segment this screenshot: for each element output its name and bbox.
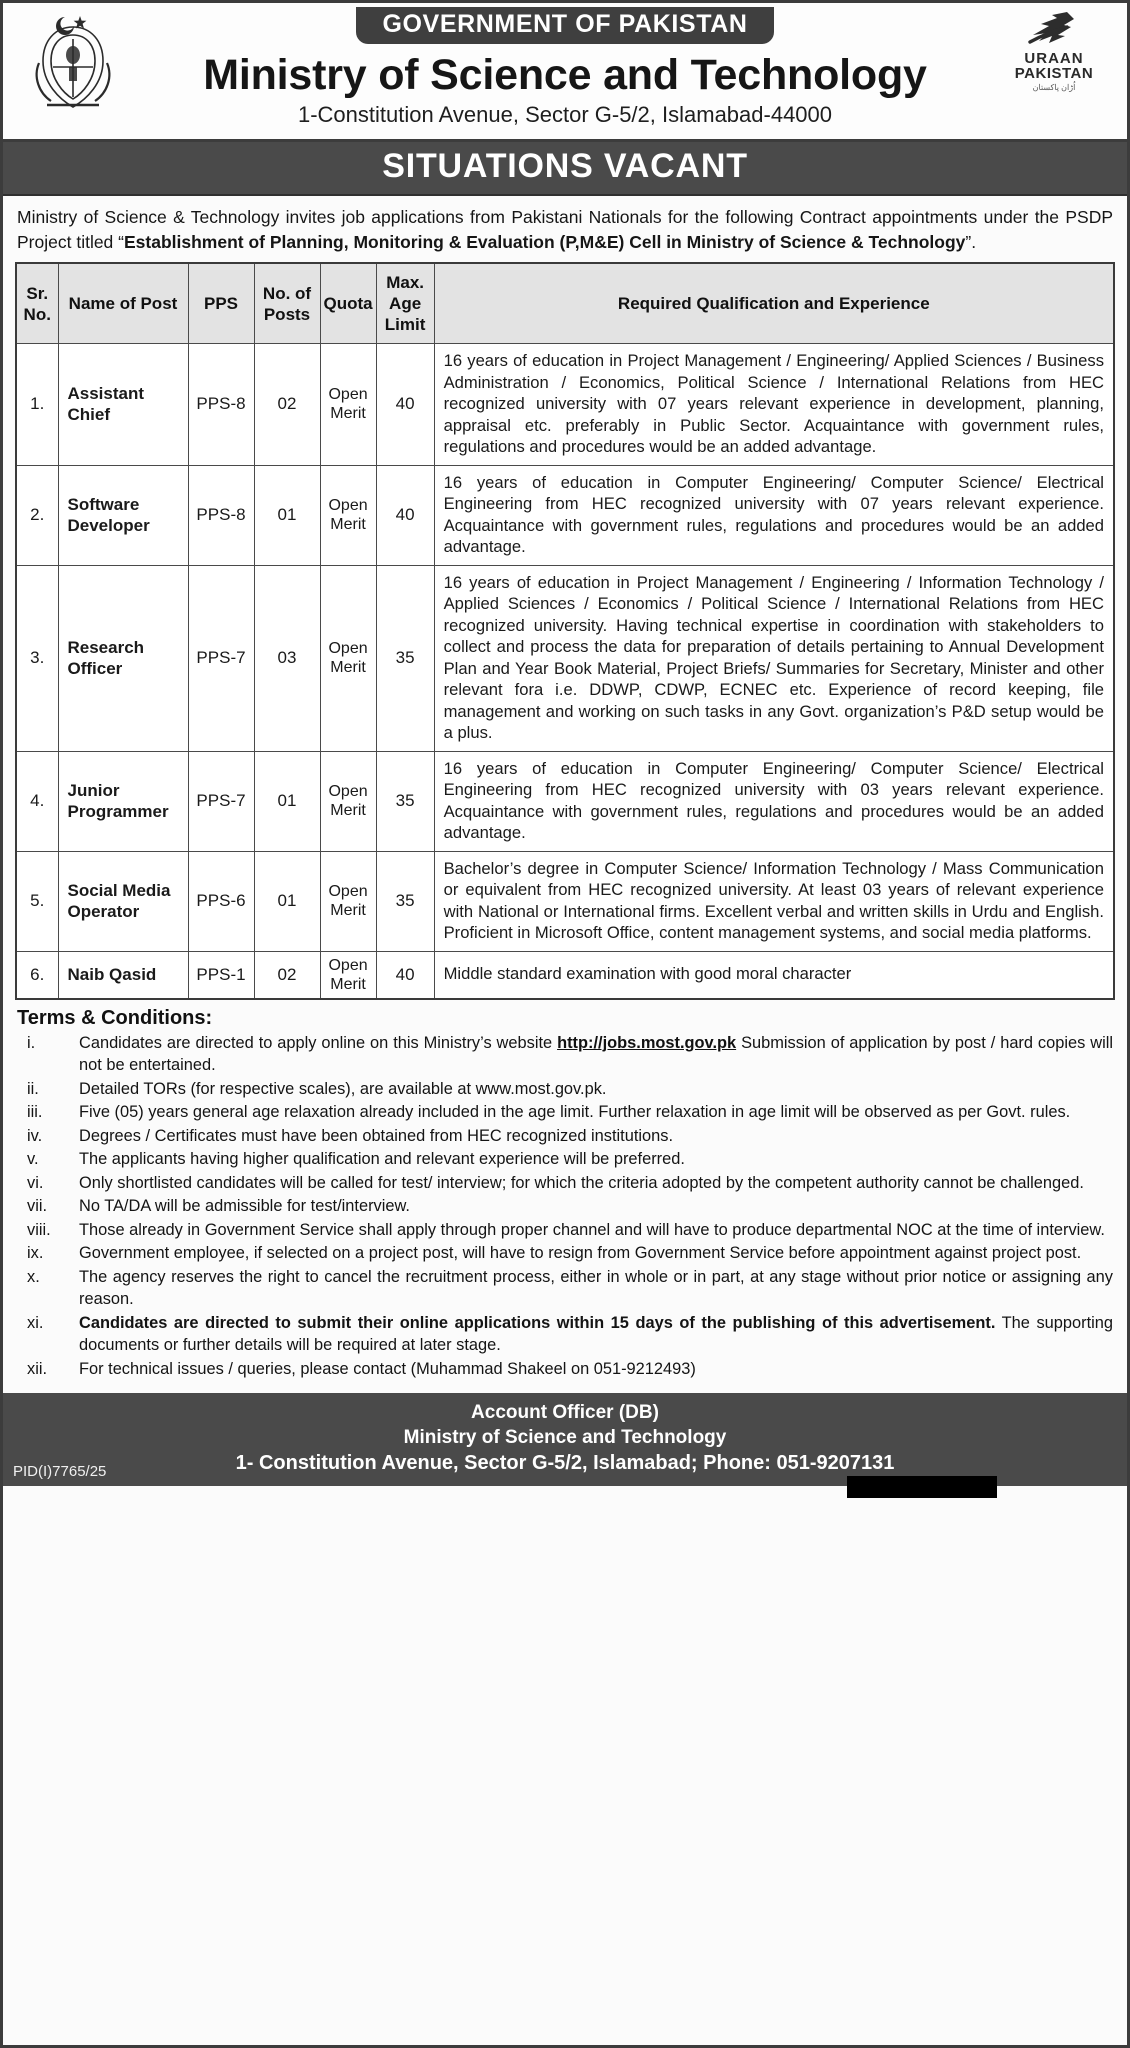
intro-text-part1: Ministry of Science & Technology invites job applications from Pakistani Nationals for the following Contract appointments under the PSDP Project titled “ [17,207,1113,252]
terms-item-text-bold: Candidates are directed to submit their online applications within 15 days of the publishing of this advertisement. [79,1313,996,1332]
cell-no-of-posts: 01 [254,851,320,951]
terms-item [17,1148,1113,1171]
terms-item-text: The applicants having higher qualification and relevant experience will be preferred. [79,1150,685,1168]
cell-max-age: 35 [376,851,434,951]
cell-quota: Open Merit [320,565,376,751]
cell-post-name: Software Developer [58,465,188,565]
cell-no-of-posts: 03 [254,565,320,751]
jobs-table-head [16,263,1114,344]
terms-item [17,1358,1113,1381]
col-pps: PPS [188,263,254,344]
cell-qualification: 16 years of education in Computer Engineering/ Computer Science/ Electrical Engineering from HEC recognized university with 07 years relevant experience. Acquaintance with government rules, regulations and procedures would be an added advantage. [434,465,1114,565]
terms-item-number: viii. [27,1220,51,1239]
cell-max-age: 40 [376,951,434,999]
terms-item-text: Those already in Government Service shall apply through proper channel and will have to produce departmental NOC at the time of interview. [79,1220,1105,1239]
cell-max-age: 40 [376,344,434,466]
cell-sr-no: 4. [16,751,58,851]
terms-item [17,1219,1113,1242]
jobs-table [15,262,1115,1000]
terms-item-number: vi. [27,1173,44,1192]
terms-item-number: v. [27,1150,39,1168]
masthead [3,3,1127,142]
terms-item-text: Five (05) years general age relaxation already included in the age limit. Further relaxation in age limit will be observed as per Govt. rules. [79,1103,1071,1121]
terms-item-number: xi. [27,1313,44,1332]
table-row [16,851,1114,951]
cell-max-age: 35 [376,565,434,751]
jobs-table-body [16,344,1114,999]
terms-item-number: iii. [27,1103,43,1121]
cell-quota: Open Merit [320,751,376,851]
terms-item-number: xii. [27,1359,48,1378]
terms-item-number: x. [27,1267,40,1286]
uraan-line2: PAKISTAN [1014,65,1094,82]
ministry-address: 1-Constitution Avenue, Sector G-5/2, Islamabad-44000 [297,102,833,127]
terms-item-text-pre: Candidates are directed to apply online on this Ministry’s website [79,1033,558,1052]
cell-post-name: Social Media Operator [58,851,188,951]
cell-sr-no: 2. [16,465,58,565]
ministry-title: Ministry of Science and Technology [203,51,927,99]
intro-paragraph [3,196,1127,262]
cell-pps: PPS-7 [188,751,254,851]
terms-item [17,1125,1113,1148]
col-no-of-posts: No. of Posts [254,263,320,344]
uraan-bird-icon [1027,9,1081,49]
cell-max-age: 35 [376,751,434,851]
cell-no-of-posts: 02 [254,951,320,999]
terms-item [17,1312,1113,1357]
print-registration-mark [847,1476,997,1498]
terms-item [17,1266,1113,1311]
cell-qualification: 16 years of education in Computer Engineering/ Computer Science/ Electrical Engineering from HEC recognized university with 03 years relevant experience. Acquaintance with government rules, regulations and procedures would be an added advantage. [434,751,1114,851]
terms-item-text-post: Submission of application by post / hard copies will not be entertained. [79,1033,1113,1074]
uraan-line1: URAAN [1024,50,1084,67]
table-row [16,751,1114,851]
cell-post-name: Naib Qasid [58,951,188,999]
terms-item-text: Only shortlisted candidates will be called for test/ interview; for which the criteria adopted by the competent authority cannot be challenged. [79,1173,1084,1192]
cell-sr-no: 5. [16,851,58,951]
cell-no-of-posts: 01 [254,751,320,851]
terms-item-number: ii. [27,1079,39,1098]
terms-item-text: Detailed TORs (for respective scales), are available at www.most.gov.pk. [79,1079,607,1098]
cell-quota: Open Merit [320,465,376,565]
terms-item [17,1101,1113,1124]
terms-item-number: vii. [27,1197,48,1215]
government-of-pakistan-banner: GOVERNMENT OF PAKISTAN [356,7,773,44]
col-name-of-post: Name of Post [58,263,188,344]
terms-item-number: ix. [27,1244,44,1262]
terms-item [17,1195,1113,1218]
terms-item-text: Government employee, if selected on a project post, will have to resign from Government Service before appointment against project post. [79,1244,1082,1262]
col-sr-no: Sr. No. [16,263,58,344]
terms-list [3,1032,1127,1388]
cell-max-age: 40 [376,465,434,565]
col-max-age: Max. Age Limit [376,263,434,344]
cell-quota: Open Merit [320,851,376,951]
intro-text-part2: ”. [965,232,977,252]
table-header-row [16,263,1114,344]
situations-vacant-banner: SITUATIONS VACANT [3,142,1127,196]
cell-qualification: 16 years of education in Project Management / Engineering/ Applied Sciences / Business Administration / Economics, Political Science / International Relations from HEC recognized university with 07 years relevant experience in development, planning, appraisal etc. preferably in Public Sector. Acquaintance with government rules, regulations and procedures would be an added advantage. [434,344,1114,466]
footer-account-officer: Account Officer (DB) [471,1402,659,1423]
jobs-table-wrapper [3,262,1127,1000]
cell-pps: PPS-8 [188,344,254,466]
cell-pps: PPS-8 [188,465,254,565]
terms-item-text-post: The supporting documents or further details will be required at later stage. [79,1313,1113,1354]
terms-item-number: iv. [27,1126,43,1145]
cell-post-name: Research Officer [58,565,188,751]
terms-item [17,1078,1113,1101]
footer [3,1393,1127,1486]
cell-no-of-posts: 02 [254,344,320,466]
cell-pps: PPS-1 [188,951,254,999]
table-row [16,565,1114,751]
cell-sr-no: 6. [16,951,58,999]
cell-quota: Open Merit [320,951,376,999]
col-quota: Quota [320,263,376,344]
cell-pps: PPS-6 [188,851,254,951]
uraan-pakistan-logo [995,9,1113,92]
cell-qualification: Middle standard examination with good moral character [434,951,1114,999]
terms-item [17,1242,1113,1265]
cell-quota: Open Merit [320,344,376,466]
state-emblem-icon [25,11,121,115]
terms-item-text: Degrees / Certificates must have been obtained from HEC recognized institutions. [79,1126,674,1145]
terms-item-number: i. [27,1033,36,1052]
pid-number: PID(I)7765/25 [13,1463,107,1480]
terms-item [17,1032,1113,1077]
terms-item-text: The agency reserves the right to cancel the recruitment process, either in whole or in part, at any stage without prior notice or assigning any reason. [79,1267,1113,1308]
terms-item [17,1172,1113,1195]
footer-ministry: Ministry of Science and Technology [403,1427,727,1448]
cell-post-name: Assistant Chief [58,344,188,466]
cell-qualification: 16 years of education in Project Management / Engineering / Information Technology / Applied Sciences / Economics / Political Science / International Relations from HEC recognized university. Having technical expertise in coordination with stakeholders to collect and process the data for preparation of details pertaining to Annual Development Plan and Year Book Material, Project Briefs/ Summaries for Secretary, Minister and other relevant fora i.e. DDWP, CDWP, ECNEC etc. Experience of record keeping, file management and working on such tasks in any Govt. organization’s P&D setup would be a plus. [434,565,1114,751]
table-row [16,465,1114,565]
terms-item-text: No TA/DA will be admissible for test/interview. [79,1197,410,1215]
cell-sr-no: 1. [16,344,58,466]
footer-address: 1- Constitution Avenue, Sector G-5/2, Islamabad; Phone: 051-9207131 [235,1452,895,1474]
col-qualification: Required Qualification and Experience [434,263,1114,344]
uraan-line3-urdu: اُڑان پاکستان [1032,83,1076,92]
cell-sr-no: 3. [16,565,58,751]
table-row [16,951,1114,999]
apply-online-link[interactable]: http://jobs.most.gov.pk [557,1033,737,1052]
terms-heading: Terms & Conditions: [17,1006,213,1029]
table-row [16,344,1114,466]
cell-post-name: Junior Programmer [58,751,188,851]
cell-pps: PPS-7 [188,565,254,751]
cell-qualification: Bachelor’s degree in Computer Science/ Information Technology / Mass Communication or equivalent from HEC recognized university. At least 03 years of relevant experience with National or International firms. Excellent verbal and written skills in Urdu and English. Proficient in Microsoft Office, content management systems, and social media platforms. [434,851,1114,951]
cell-no-of-posts: 01 [254,465,320,565]
terms-item-text: For technical issues / queries, please contact (Muhammad Shakeel on 051-9212493) [79,1359,696,1378]
project-title: Establishment of Planning, Monitoring & Evaluation (P,M&E) Cell in Ministry of Science & Technology [123,232,966,252]
